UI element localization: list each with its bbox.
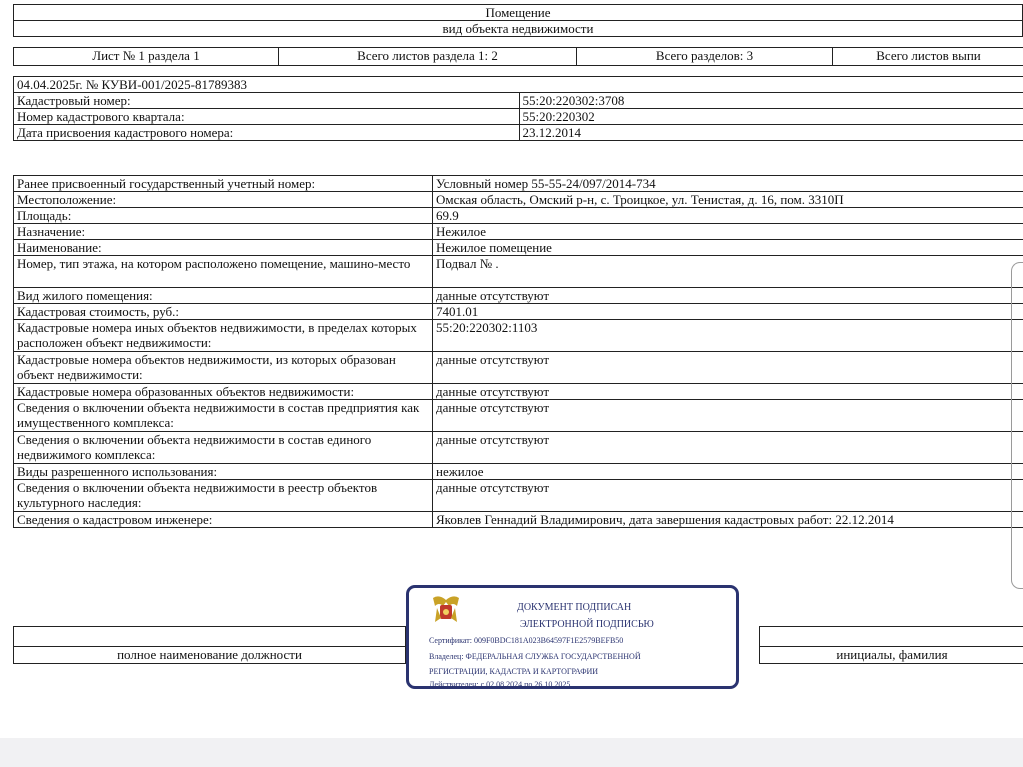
- table-row: [14, 384, 1023, 400]
- row-value: данные отсутствуют: [433, 480, 1023, 512]
- table-row: [14, 464, 1023, 480]
- row-label: Площадь:: [14, 208, 433, 224]
- row-label: Сведения о кадастровом инженере:: [14, 512, 433, 528]
- block2-table: [13, 175, 1023, 528]
- row-label: Кадастровые номера объектов недвижимости, из которых образован объект недвижимости:: [14, 352, 433, 384]
- signature-initials-label: инициалы, фамилия: [760, 647, 1023, 664]
- row-label: Сведения о включении объекта недвижимости в состав предприятия как имущественного комплекса:: [14, 400, 433, 432]
- table-row: [14, 192, 1023, 208]
- row-label: Вид жилого помещения:: [14, 288, 433, 304]
- sheet-info-table: [13, 47, 1023, 66]
- doc-reference: 04.04.2025г. № КУВИ-001/2025-81789383: [14, 77, 1023, 93]
- row-label: Виды разрешенного использования:: [14, 464, 433, 480]
- row-value: данные отсутствуют: [433, 352, 1023, 384]
- table-row: [14, 125, 1023, 141]
- row-label: Номер кадастрового квартала:: [14, 109, 520, 125]
- viewer-bottom-strip: [0, 738, 1023, 767]
- table-row: [14, 109, 1023, 125]
- stamp-line2: ЭЛЕКТРОННОЙ ПОДПИСЬЮ: [520, 619, 654, 630]
- table-row: [14, 93, 1023, 109]
- table-row: [14, 208, 1023, 224]
- row-label: Наименование:: [14, 240, 433, 256]
- row-label: Сведения о включении объекта недвижимости в состав единого недвижимого комплекса:: [14, 432, 433, 464]
- table-row: [14, 288, 1023, 304]
- row-value: 55:20:220302: [519, 109, 1023, 125]
- row-label: Кадастровый номер:: [14, 93, 520, 109]
- row-value: Омская область, Омский р-н, с. Троицкое, ул. Тенистая, д. 16, пом. 3310П: [433, 192, 1023, 208]
- table-row: [14, 240, 1023, 256]
- block1-table: [13, 76, 1023, 141]
- table-row: [14, 224, 1023, 240]
- row-value: 7401.01: [433, 304, 1023, 320]
- row-value: Подвал № .: [433, 256, 1023, 288]
- row-label: Кадастровая стоимость, руб.:: [14, 304, 433, 320]
- row-label: Назначение:: [14, 224, 433, 240]
- page-edge-scroll-handle[interactable]: [1011, 262, 1023, 589]
- row-value: нежилое: [433, 464, 1023, 480]
- row-label: Местоположение:: [14, 192, 433, 208]
- row-value: Нежилое помещение: [433, 240, 1023, 256]
- header-subtitle: вид объекта недвижимости: [14, 21, 1023, 37]
- stamp-owner: Владелец: ФЕДЕРАЛЬНАЯ СЛУЖБА ГОСУДАРСТВЕННОЙ: [429, 652, 641, 661]
- table-row: [14, 512, 1023, 528]
- row-value: 55:20:220302:1103: [433, 320, 1023, 352]
- signature-initials-cell: [760, 627, 1023, 647]
- row-value: Условный номер 55-55-24/097/2014-734: [433, 176, 1023, 192]
- row-label: Номер, тип этажа, на котором расположено помещение, машино-место: [14, 256, 433, 288]
- row-label: Дата присвоения кадастрового номера:: [14, 125, 520, 141]
- table-row: [14, 352, 1023, 384]
- sheet-number: Лист № 1 раздела 1: [14, 48, 279, 66]
- row-label: Сведения о включении объекта недвижимости в реестр объектов культурного наследия:: [14, 480, 433, 512]
- signature-position-cell: [14, 627, 406, 647]
- table-row: [14, 320, 1023, 352]
- row-label: Ранее присвоенный государственный учетный номер:: [14, 176, 433, 192]
- row-value: Нежилое: [433, 224, 1023, 240]
- signature-position-label: полное наименование должности: [14, 647, 406, 664]
- sections-total: Всего разделов: 3: [577, 48, 833, 66]
- sheets-total: Всего листов выпи: [833, 48, 1023, 66]
- table-row: [14, 176, 1023, 192]
- table-row: [14, 256, 1023, 288]
- header-title: Помещение: [14, 5, 1023, 21]
- stamp-owner2: РЕГИСТРАЦИИ, КАДАСТРА И КАРТОГРАФИИ: [429, 667, 599, 676]
- table-row: [14, 304, 1023, 320]
- row-value: Яковлев Геннадий Владимирович, дата завершения кадастровых работ: 22.12.2014: [433, 512, 1023, 528]
- row-value: данные отсутствуют: [433, 288, 1023, 304]
- coat-of-arms-icon: [429, 592, 463, 630]
- table-row: [14, 432, 1023, 464]
- table-row: [14, 480, 1023, 512]
- row-value: данные отсутствуют: [433, 384, 1023, 400]
- header-table: [13, 4, 1023, 37]
- stamp-certificate: Сертификат: 009F0BDC181A023B64597F1E2579BEFB50: [429, 636, 624, 645]
- row-value: данные отсутствуют: [433, 432, 1023, 464]
- row-value: 55:20:220302:3708: [519, 93, 1023, 109]
- table-row: [14, 400, 1023, 432]
- row-value: 69.9: [433, 208, 1023, 224]
- stamp-valid: Действителен: с 02.08.2024 по 26.10.2025: [429, 680, 571, 689]
- row-value: данные отсутствуют: [433, 400, 1023, 432]
- row-label: Кадастровые номера образованных объектов недвижимости:: [14, 384, 433, 400]
- row-label: Кадастровые номера иных объектов недвижимости, в пределах которых расположен объект недвижимости:: [14, 320, 433, 352]
- sheet-total-section: Всего листов раздела 1: 2: [279, 48, 577, 66]
- row-value: 23.12.2014: [519, 125, 1023, 141]
- stamp-line1: ДОКУМЕНТ ПОДПИСАН: [517, 602, 632, 613]
- e-signature-stamp: [406, 585, 739, 689]
